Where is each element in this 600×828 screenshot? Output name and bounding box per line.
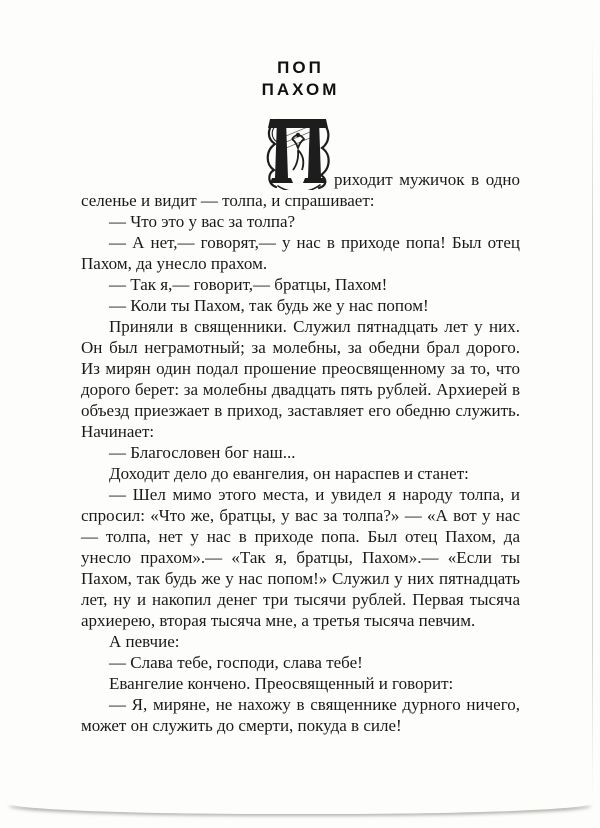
paragraph-text: риходит мужичок в одно селенье и видит — толпа, и спрашивает: (81, 170, 520, 210)
paragraph-opening (81, 169, 520, 211)
paragraph: Приняли в священники. Служил пятнадцать лет у них. Он был неграмотный; за молебны, за обедни брал дорого. Из мирян один подал прошение преосвященному за то, что дорого берет: за молебны двадцать пять рублей. Архиерей в объезд приезжает в приход, заставляет его обедню служить. Начинает: (81, 317, 520, 441)
story-title (81, 57, 520, 101)
paragraph: Доходит дело до евангелия, он нараспев и станет: (109, 464, 469, 483)
paragraph: — Слава тебе, господи, слава тебе! (109, 653, 363, 672)
ornate-initial-p-icon (262, 112, 334, 190)
paragraph: — Я, миряне, не нахожу в священнике дурного ничего, может он служить до смерти, покуда в силе! (81, 695, 520, 735)
title-line-2: ПАХОМ (261, 80, 340, 99)
page-edge-shadow-bottom (8, 802, 592, 814)
paragraph: — Благословен бог наш... (109, 443, 296, 462)
text-block (81, 57, 520, 736)
paragraph: — Коли ты Пахом, так будь же у нас попом! (109, 296, 429, 315)
paragraph: А певчие: (109, 632, 180, 651)
story-body (81, 169, 520, 736)
paragraph: — Шел мимо этого места, и увидел я народу толпа, и спросил: «Что же, братцы, у вас за толпа?» — «А вот у нас — толпа, нет у нас в приходе попа. Был отец Пахом, да унесло прахом».— «Так я, братцы, Пахом».— «Если ты Пахом, так будь же у нас попом!» Служил у них пятнадцать лет, ну и накопил денег три тысячи рублей. Первая тысяча архиерею, вторая тысяча мне, а третья тысяча певчим. (81, 485, 520, 630)
paragraph: — Что это у вас за толпа? (109, 212, 296, 231)
paragraph: — А нет,— говорят,— у нас в приходе попа! Был отец Пахом, да унесло прахом. (81, 233, 520, 273)
paragraph: — Так я,— говорит,— братцы, Пахом! (109, 275, 388, 294)
title-line-1: ПОП (277, 58, 324, 77)
paragraph: Евангелие кончено. Преосвященный и говорит: (109, 674, 454, 693)
page-edge-right (592, 36, 593, 798)
